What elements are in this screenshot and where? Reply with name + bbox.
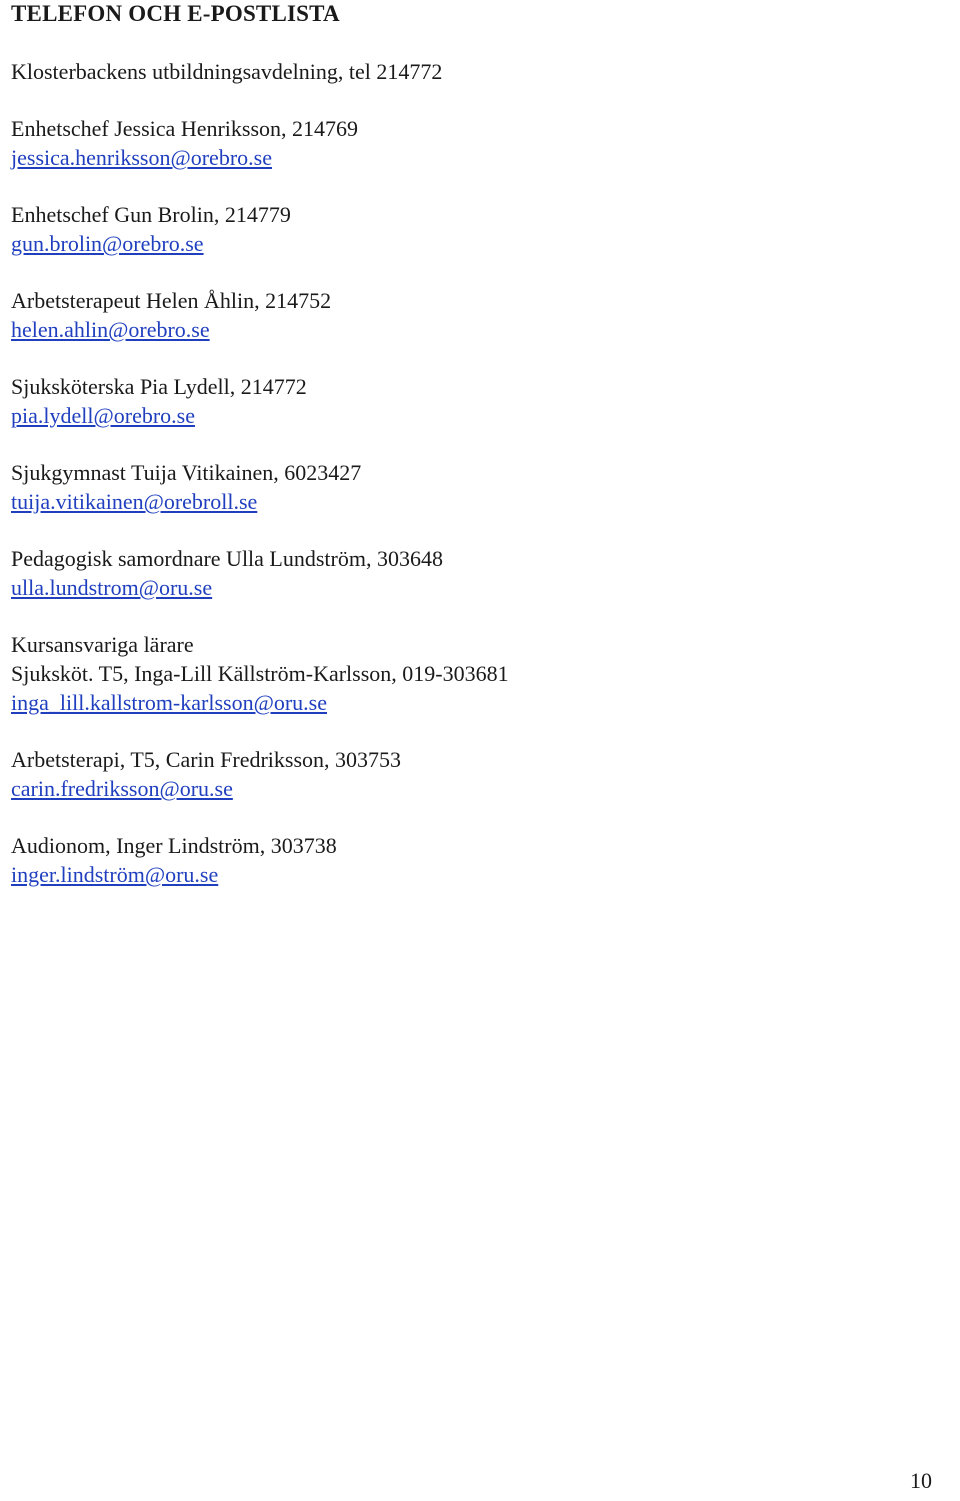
contact-entry-gun [11,200,941,258]
contact-info: Arbetsterapeut Helen Åhlin, 214752 [11,288,332,313]
email-link[interactable]: jessica.henriksson@orebro.se [11,145,272,170]
contact-info: Arbetsterapi, T5, Carin Fredriksson, 303753 [11,747,402,772]
email-link[interactable]: carin.fredriksson@oru.se [11,776,233,801]
intro-text: Klosterbackens utbildningsavdelning, tel 214772 [11,59,443,84]
contact-info: Sjukgymnast Tuija Vitikainen, 6023427 [11,460,362,485]
page-title: TELEFON OCH E-POSTLISTA [11,1,340,26]
document-page [11,0,941,889]
contact-info: Audionom, Inger Lindström, 303738 [11,833,337,858]
email-link[interactable]: helen.ahlin@orebro.se [11,317,210,342]
page-number: 10 [910,1468,932,1493]
email-link[interactable]: pia.lydell@orebro.se [11,403,195,428]
section-label: Kursansvariga lärare [11,632,194,657]
contact-entry-carin [11,745,941,803]
contact-entry-ulla [11,544,941,602]
contact-info: Enhetschef Jessica Henriksson, 214769 [11,116,359,141]
email-link[interactable]: tuija.vitikainen@orebroll.se [11,489,258,514]
contact-entry-inger [11,831,941,889]
contact-info: Sjuksköterska Pia Lydell, 214772 [11,374,307,399]
contact-entry-inga-lill [11,630,941,717]
contact-info: Sjuksköt. T5, Inga-Lill Källström-Karlsson, 019-303681 [11,661,509,686]
email-link[interactable]: inga_lill.kallstrom-karlsson@oru.se [11,690,327,715]
contact-entry-tuija [11,458,941,516]
contact-info: Pedagogisk samordnare Ulla Lundström, 303648 [11,546,443,571]
contact-info: Enhetschef Gun Brolin, 214779 [11,202,291,227]
contact-entry-pia [11,372,941,430]
email-link[interactable]: ulla.lundstrom@oru.se [11,575,213,600]
contact-entry-jessica [11,114,941,172]
contact-entry-helen [11,286,941,344]
email-link[interactable]: gun.brolin@orebro.se [11,231,204,256]
email-link[interactable]: inger.lindström@oru.se [11,862,219,887]
